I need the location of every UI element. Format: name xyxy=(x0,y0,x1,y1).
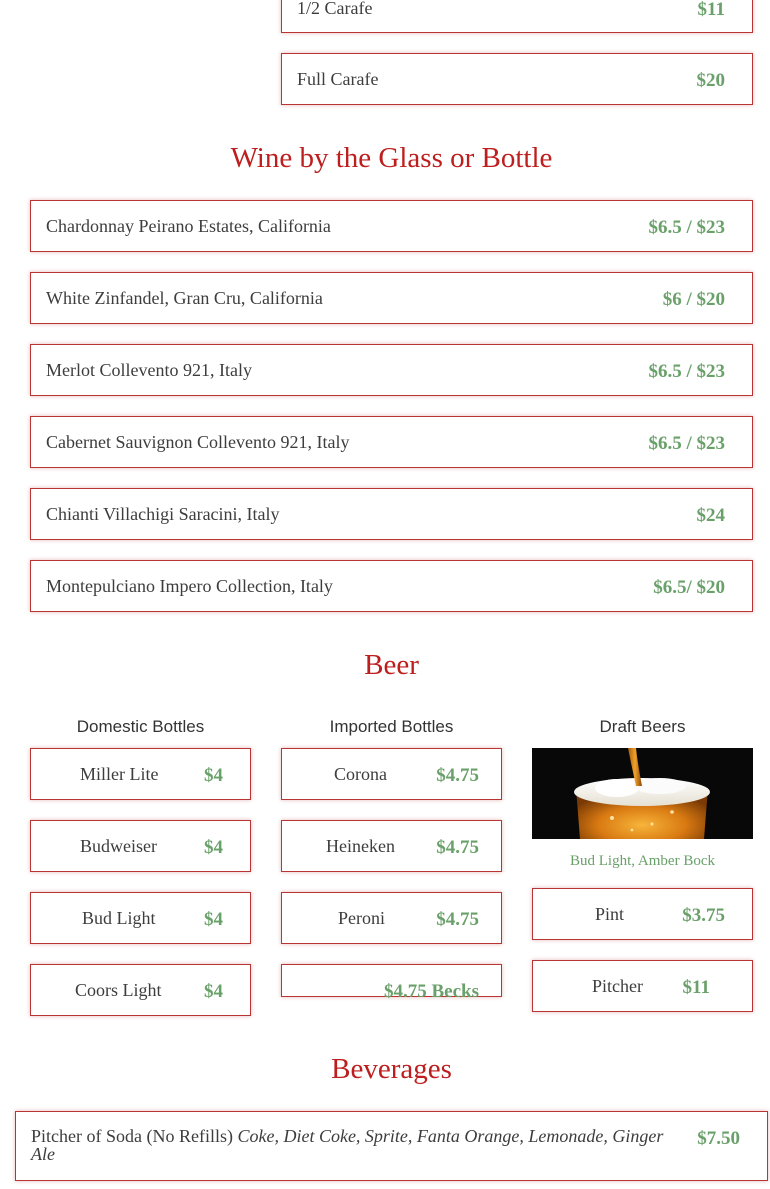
wine-item xyxy=(30,272,753,324)
draft-beer-photo xyxy=(532,748,753,839)
item-name: Merlot Collevento 921, Italy xyxy=(46,360,252,380)
item-name: Bud Light xyxy=(82,908,156,928)
domestic-beer-item xyxy=(30,892,251,944)
item-price: $6.5 / $23 xyxy=(648,361,725,382)
item-price: $6.5 / $23 xyxy=(648,217,725,238)
wine-section-title: Wine by the Glass or Bottle xyxy=(230,142,553,174)
item-price: $20 xyxy=(696,70,725,91)
item-price: $4 xyxy=(204,981,223,1002)
item-name: Pint xyxy=(595,904,625,924)
item-name: 1/2 Carafe xyxy=(297,0,373,18)
draft-beer-item xyxy=(532,888,753,940)
carafe-item-full xyxy=(281,53,753,105)
item-name: White Zinfandel, Gran Cru, California xyxy=(46,288,323,308)
item-price: $4 xyxy=(204,909,223,930)
domestic-bottles-heading: Domestic Bottles xyxy=(76,717,205,736)
item-price: $4.75 xyxy=(436,765,479,786)
item-price: $11 xyxy=(682,977,710,998)
item-name: Peroni xyxy=(338,908,385,928)
item-name: Cabernet Sauvignon Collevento 921, Italy xyxy=(46,432,350,452)
imported-beer-item xyxy=(281,748,502,800)
beverage-item-text xyxy=(31,1127,671,1163)
wine-item xyxy=(30,488,753,540)
beer-section-title: Beer xyxy=(364,649,419,681)
carafe-item-half xyxy=(281,0,753,33)
domestic-beer-item xyxy=(30,748,251,800)
item-name: Miller Lite xyxy=(80,764,159,784)
imported-beer-item xyxy=(281,820,502,872)
domestic-beer-item xyxy=(30,964,251,1016)
item-price: $4.75 xyxy=(436,837,479,858)
item-price: $7.50 xyxy=(697,1128,740,1149)
domestic-beer-item xyxy=(30,820,251,872)
item-name: Corona xyxy=(334,764,387,784)
item-price: $6 / $20 xyxy=(662,289,725,310)
wine-item xyxy=(30,200,753,252)
wine-item xyxy=(30,416,753,468)
item-price: $6.5 / $23 xyxy=(648,433,725,454)
item-price: $4 xyxy=(204,765,223,786)
item-name: Chardonnay Peirano Estates, California xyxy=(46,216,331,236)
draft-beers-heading: Draft Beers xyxy=(599,717,686,736)
item-price: $6.5/ $20 xyxy=(653,577,725,598)
item-name: Heineken xyxy=(326,836,395,856)
item-name: Chianti Villachigi Saracini, Italy xyxy=(46,504,280,524)
item-name: Coors Light xyxy=(75,980,162,1000)
item-name: Pitcher xyxy=(592,976,643,996)
item-name: Budweiser xyxy=(80,836,157,856)
wine-item xyxy=(30,344,753,396)
item-name: Pitcher of Soda (No Refills) xyxy=(31,1126,233,1146)
item-name: Montepulciano Impero Collection, Italy xyxy=(46,576,333,596)
beverages-section-title: Beverages xyxy=(331,1053,452,1085)
item-price: $4.75 xyxy=(436,909,479,930)
imported-beer-item xyxy=(281,892,502,944)
item-price: $11 xyxy=(697,0,725,20)
item-name: Full Carafe xyxy=(297,69,379,89)
item-price: $3.75 xyxy=(682,905,725,926)
draft-beers-caption: Bud Light, Amber Bock xyxy=(570,853,715,869)
item-price: $4.75 Becks xyxy=(384,981,479,1002)
draft-beer-item xyxy=(532,960,753,1012)
wine-item xyxy=(30,560,753,612)
imported-bottles-heading: Imported Bottles xyxy=(329,717,454,736)
item-price: $4 xyxy=(204,837,223,858)
item-description: Coke, Diet Coke, Sprite, Fanta Orange, Lemonade, Ginger Ale xyxy=(31,1126,664,1164)
item-price: $24 xyxy=(696,505,725,526)
imported-beer-item xyxy=(281,964,502,1002)
